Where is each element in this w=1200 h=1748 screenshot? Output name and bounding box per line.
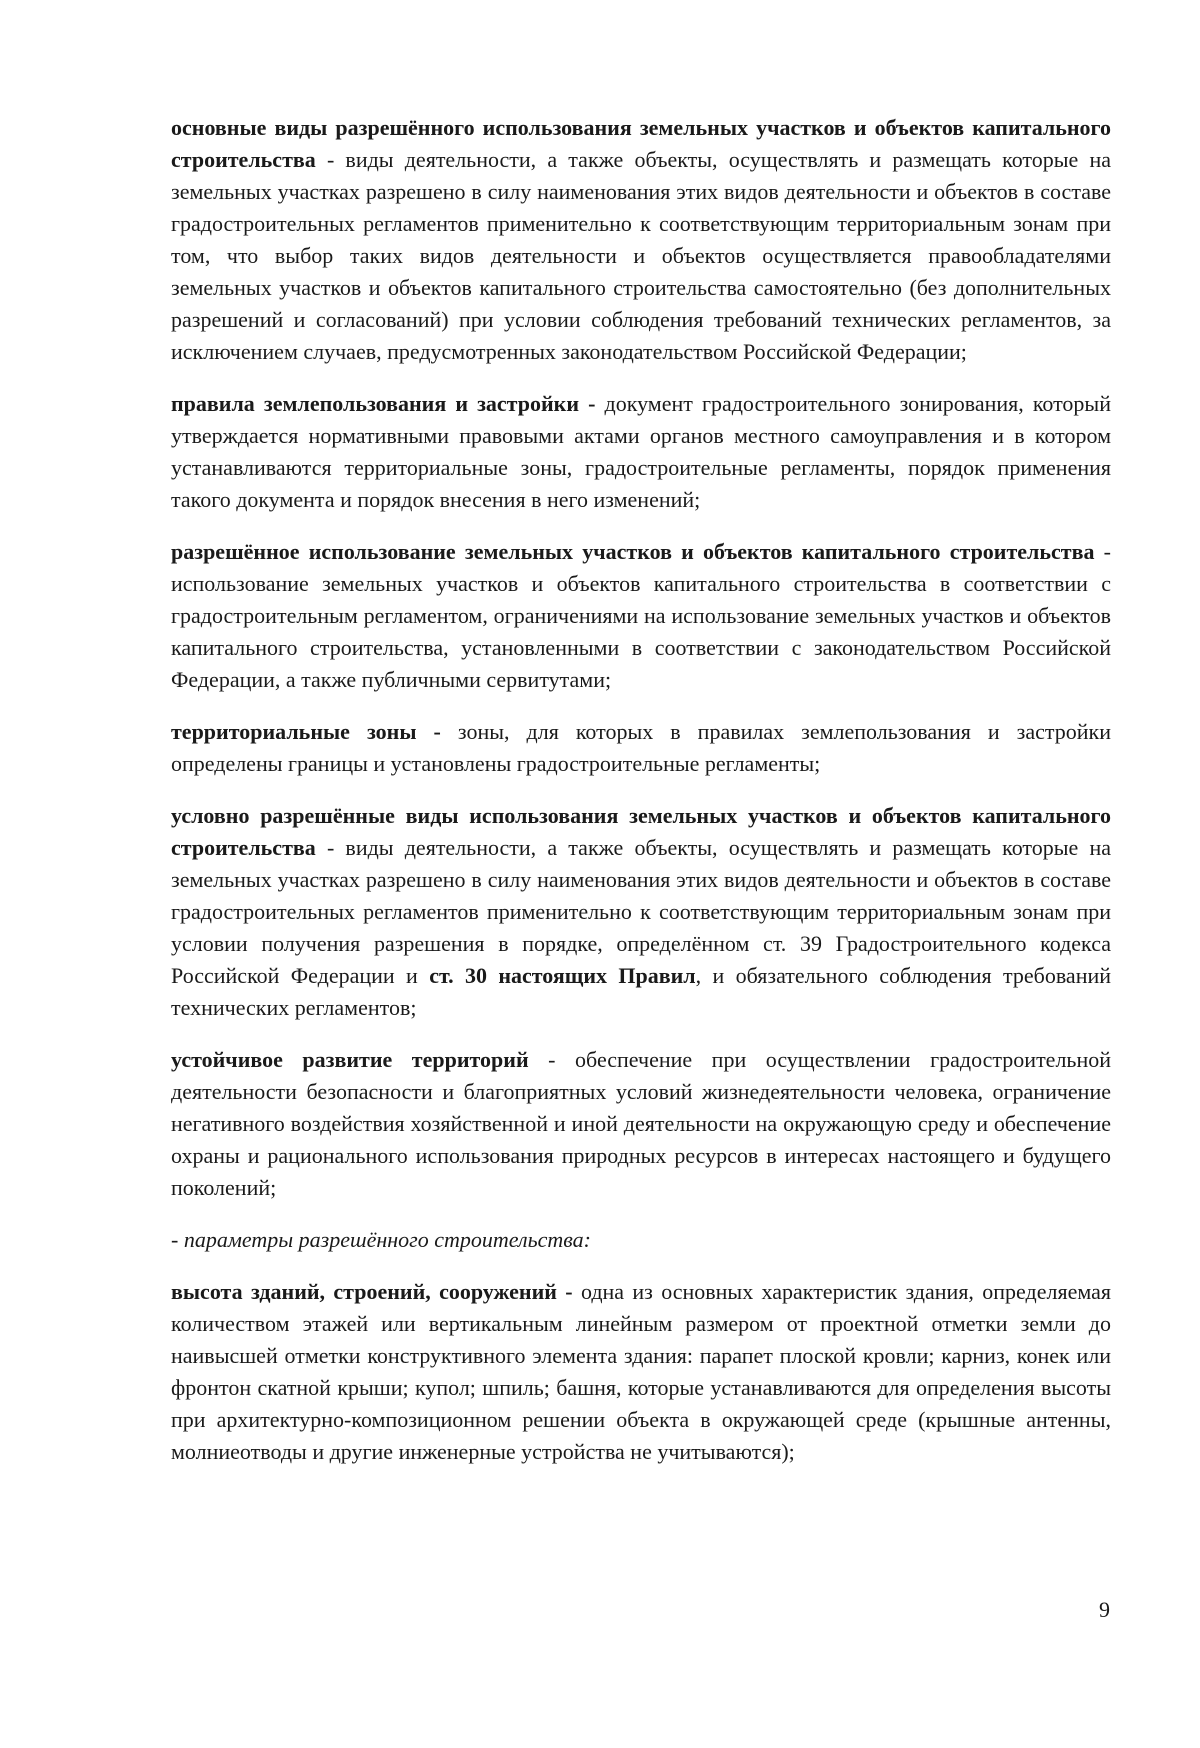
- definition-text: зоны, для которых в правилах землепользования и застройки определены границы и установлены градостроительные регламенты;: [171, 719, 1111, 776]
- defined-term: разрешённое использование земельных участков и объектов капитального строительства: [171, 539, 1095, 564]
- definition-paragraph: [171, 800, 1111, 1024]
- defined-term: условно разрешённые виды использования земельных участков и объектов капитального строительства: [171, 803, 1111, 860]
- subheading-text: - параметры разрешённого строительства:: [171, 1227, 591, 1252]
- definition-paragraph: [171, 716, 1111, 780]
- article-reference: ст. 30 настоящих Правил: [429, 963, 696, 988]
- definition-paragraph: [171, 1276, 1111, 1468]
- defined-term: высота зданий, строений, сооружений -: [171, 1279, 573, 1304]
- defined-term: правила землепользования и застройки -: [171, 391, 596, 416]
- defined-term: устойчивое развитие территорий: [171, 1047, 529, 1072]
- definition-text: одна из основных характеристик здания, определяемая количеством этажей или вертикальным линейным размером от проектной отметки земли до наивысшей отметки конструктивного элемента здания: парапет плоской кровли; карниз, конек или фронтон скатной крыши; купол; шпиль; башня, которые устанавливаются для определения высоты при архитектурно-композиционном решении объекта в окружающей среде (крышные антенны, молниеотводы и другие инженерные устройства не учитываются);: [171, 1279, 1111, 1464]
- definition-paragraph: [171, 388, 1111, 516]
- definition-paragraph: [171, 1044, 1111, 1204]
- definition-text: - виды деятельности, а также объекты, осуществлять и размещать которые на земельных участках разрешено в силу наименования этих видов деятельности и объектов в составе градостроительных регламентов применительно к соответствующим территориальным зонам при условии получения разрешения в порядке, определённом ст. 39 Градостроительного кодекса Российской Федерации и: [171, 835, 1111, 988]
- definition-text: - виды деятельности, а также объекты, осуществлять и размещать которые на земельных участках разрешено в силу наименования этих видов деятельности и объектов в составе градостроительных регламентов применительно к соответствующим территориальным зонам при том, что выбор таких видов деятельности и объектов осуществляется правообладателями земельных участков и объектов капитального строительства самостоятельно (без дополнительных разрешений и согласований) при условии соблюдения требований технических регламентов, за исключением случаев, предусмотренных законодательством Российской Федерации;: [171, 147, 1111, 364]
- page-number: 9: [1099, 1597, 1110, 1622]
- definition-paragraph: [171, 112, 1111, 368]
- definition-text: - обеспечение при осуществлении градостроительной деятельности безопасности и благоприятных условий жизнедеятельности человека, ограничение негативного воздействия хозяйственной и иной деятельности на окружающую среду и обеспечение охраны и рационального использования природных ресурсов в интересах настоящего и будущего поколений;: [171, 1047, 1112, 1200]
- section-subheading: [171, 1224, 1111, 1256]
- definition-paragraph: [171, 536, 1111, 696]
- defined-term: территориальные зоны -: [171, 719, 441, 744]
- definition-text-continued: , и обязательного соблюдения требований технических регламентов;: [171, 963, 1112, 1020]
- defined-term: основные виды разрешённого использования земельных участков и объектов капитального строительства: [171, 115, 1111, 172]
- document-body: [171, 112, 1111, 1488]
- definition-text: - использование земельных участков и объектов капитального строительства в соответствии с градостроительным регламентом, ограничениями на использование земельных участков и объектов капитального строительства, установленными в соответствии с законодательством Российской Федерации, а также публичными сервитутами;: [171, 539, 1112, 692]
- definition-text: документ градостроительного зонирования, который утверждается нормативными правовыми актами органов местного самоуправления и в котором устанавливаются территориальные зоны, градостроительные регламенты, порядок применения такого документа и порядок внесения в него изменений;: [171, 391, 1111, 512]
